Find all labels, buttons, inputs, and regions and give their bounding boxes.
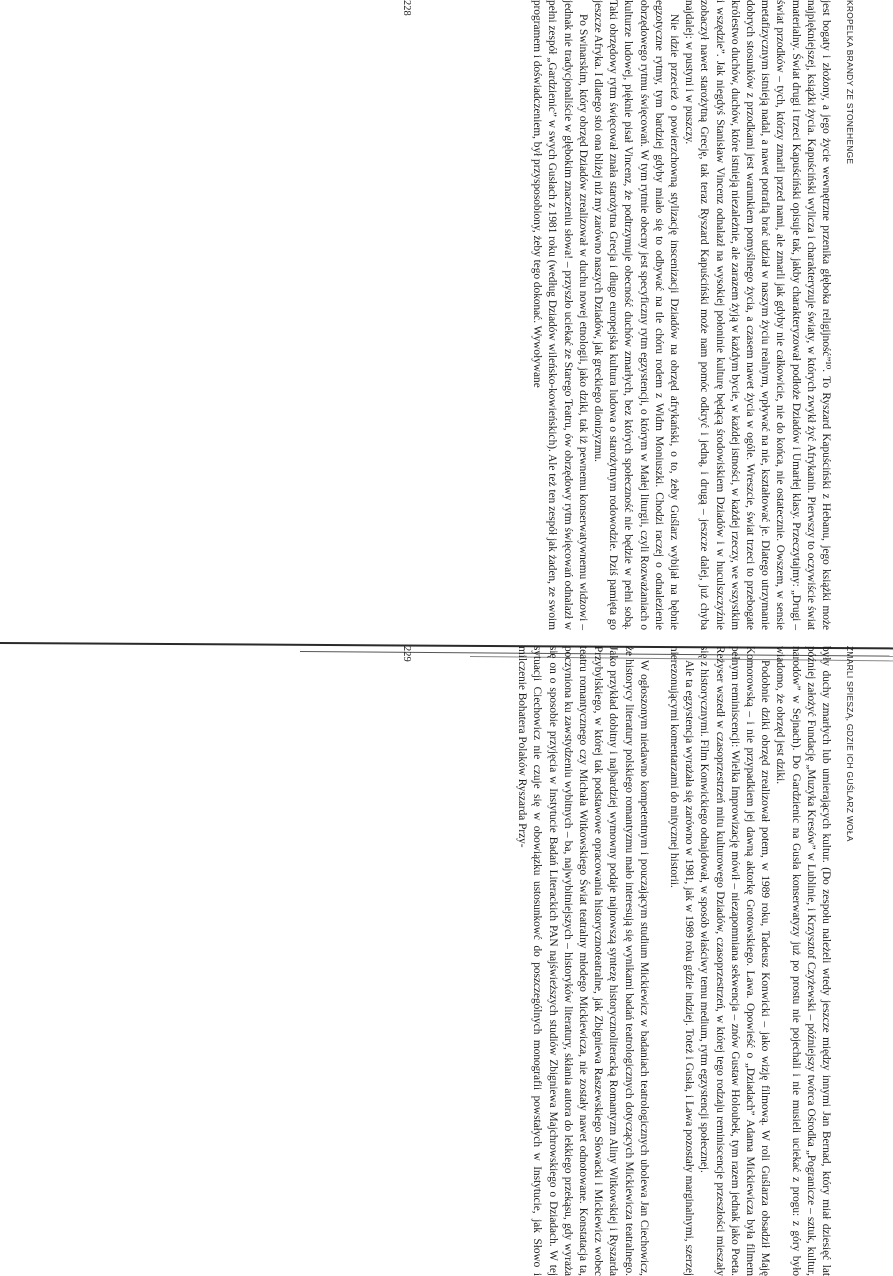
paragraph: były duchy zmarłych lub umierających kultur. (Do zespołu należeli wtedy jeszcze między innymi Jan Bernad, który miał dziesięć lat później założyć Fundację „Muzyka Kresów” w Lublinie, i Krzysztof Czyżewski – późniejszy twórca Ośrodka „Pogranicze – sztuk, kultur, narodów” w Sejnach). Do Gardzienic na Gusła konserwatyzy już po prostu nie pojechali i nie musieli uciekać z progu: z góry było wiadomo, że obrzęd jest dziki.: [774, 646, 832, 1276]
paragraph: W ogłoszonym niedawno kompetentnym i pouczającym studium Mickiewicz w badaniach teatrologicznych ubolewa Jan Ciechowicz, że historycy literatury polskiego romantyzmu mało interesują się wynikami badań teatrologicznych dotyczących Mickiewicza teatralnego. Jako przykład dobitny i najbardziej wymowny podaje najnowszą syntezę historycznoliteracką Romantyzm Aliny Witkowskiej i Ryszarda Przybylskiego, w której tak podstawowe opracowania historycznoteatralne, jak Zbigniewa Raszewskiego Słowacki i Mickiewicz wobec teatru romantycznego czy Michała Witkowskiego Świat teatralny młodego Mickiewicza, nie zostały nawet odnotowane. Konstatacja ta, poczyniona ku zawstydzeniu wybitnych – ba, najwybitniejszych – historyków literatury, skłania autora do lekkiego przekąsu, gdy wyraża się on o sposobie przyjęcia w Instytucie Badań Literackich PAN najświeższych studiów Zbigniewa Majchrowskiego o Dziadach. W tej sytuacji Ciechowicz nie czuje się w obowiązku ustosunkowć do poszczególnych monografii powstałych w Instytucie, jak Słowo i milczenie Bohatera Polaków Ryszarda Przy-: [516, 646, 650, 1276]
left-page: [401, 0, 855, 630]
running-head: KROPELKA BRANDY ZE STONEHENGE: [845, 0, 855, 165]
page-number: 229: [401, 646, 412, 662]
paragraph: Nie idzie przecież o powierzchowną stylizację inscenizacji Dziadów na obrzęd afrykański, o to, żeby Guślarz wybijał na bębnie egzotyczne rytmy, tym bardziej gdyby miało się to odbywać na tle chóru rodem z Widm Moniuszki. Chodzi raczej o odnalezienie obrzędowego rytmu święcowań. W tym rytmie obecny jest specyficzny rytm egzystencji, o którym w Małej liturgii, czyli Rozważaniach o kulturze ludowej, pięknie pisał Vincenz, że podtrzymuje obecność duchów zmarłych, bez których społeczność nie będzie w pełni sobą. Taki obrzędowy rytm święcował znała starożytna Grecja i długo europejska kultura ludowa o starożytnym rodowodzie. Dziś pamięta go jeszcze Afryka. I dlatego stoi ona bliżej niż my zarówno naszych Dziadów, jak greckiego dionizyzmu.: [591, 0, 680, 630]
paragraph: jest bogaty i złożony, a jego życie wewnętrzne przenika głęboka religijność”¹⁰. To Ryszard Kapuściński z Hebanu, jego książki może najpiękniejszej, książki życia. Kapuściński wylicza i charakteryzuje światy, w których zwykł żyć Afrykanin. Pierwszy to oczywiście świat materialny. Świat drugi i trzeci Kapuściński opisuje tak, jakby charakteryzował podłoże Dziadów i Umarłej klasy. Przeczytajmy: „Drugi – świat przodków – tych, którzy zmarli przed nami, ale zmarli jak gdyby nie całkowicie, nie do końca, nie ostatecznie. Owszem, w sensie metafizycznym istnieją nadal, a nawet potrafią brać udział w naszym życiu realnym, wpływać na nie, kształtować je. Dlatego utrzymanie dobrych stosunków z przodkami jest warunkiem pomyślnego życia, a czasem nawet życia w ogóle. Wreszcie, świat trzeci to przebogate królestwo duchów, duchów, które istnieją niezależnie, ale zarazem żyją w każdym bycie, w każdej istności, w każdej rzeczy, we wszystkim i wszędzie”. Jak niegdyś Stanisław Vincenz odnalazł na wysokiej połoninie kulturę będącą środowiskiem Dziadów i w huculszczyźnie zobaczył nawet starożytną Grecję, tak teraz Ryszard Kapuściński może nam pomóc odkryć i jedną, i drugą – jeszcze dalej, już chyba najdalej: w pustyni i w puszczy.: [683, 0, 832, 630]
paragraph: Podobnie dziki obrzęd zrealizował potem, w 1989 roku, Tadeusz Konwicki – jako wizję filmową. W roli Guślarza obsadził Maję Komorowską – i nie przypadkiem jej dawną aktorkę Grotowskiego. Lawa. Opowieść o „Dziadach” Adama Mickiewicza była filmem pełnym reminiscencji: Wielka Improwizację mówił – niezapomniana sekwencja – znów Gustaw Holoubek, tym razem jednak jako Poeta. Reżyser wszedł w czasoprzestrzeń mitu kulturowego Dziadów, czasoprzestrzeń, w której tego rodzaju reminiscencje przeszłości mieszały się z historycznymi. Film Konwickiego odnajdował, w sposób właściwy temu medium, rytm egzystencji społecznej.: [698, 646, 772, 1276]
page-number: 228: [401, 0, 412, 16]
right-page: [401, 646, 855, 1276]
body-text: [529, 0, 833, 630]
body-text: [514, 646, 833, 1276]
paragraph: Po Swinarskim, który obrzęd Dziadów zrealizował w duchu nowej etnologii, jako dziki, tak iż pewnemu konserwatywnemu widzowi – jednak nie tradycjonaliście w głębokim znaczeniu słowa! – przyszło uciekać ze Starego Teatru, ów obrzędowy rytm święcowań odnalazł w pełni zespół „Gardzienic” w swych Gusłach z 1981 roku (według Dziadów wileńsko-kowieńskich). Ale też ten zespół jak żaden, ze swoim programem i doświadczeniem, był przysposobiony, żeby tego dokonać. Wywoływane: [531, 0, 589, 630]
paragraph: Ale ta egzystencja wyrażała się zarówno w 1981, jak w 1989 roku gdzie indziej. Toteż i Gusła, i Lawa pozostały marginalnymi, szerzej nierezonującymi komentarzami do mitycznej historii.: [667, 646, 696, 1276]
running-head: ZMARLI SPIESZĄ, GDZIE ICH GUŚLARZ WOŁA: [845, 646, 855, 842]
